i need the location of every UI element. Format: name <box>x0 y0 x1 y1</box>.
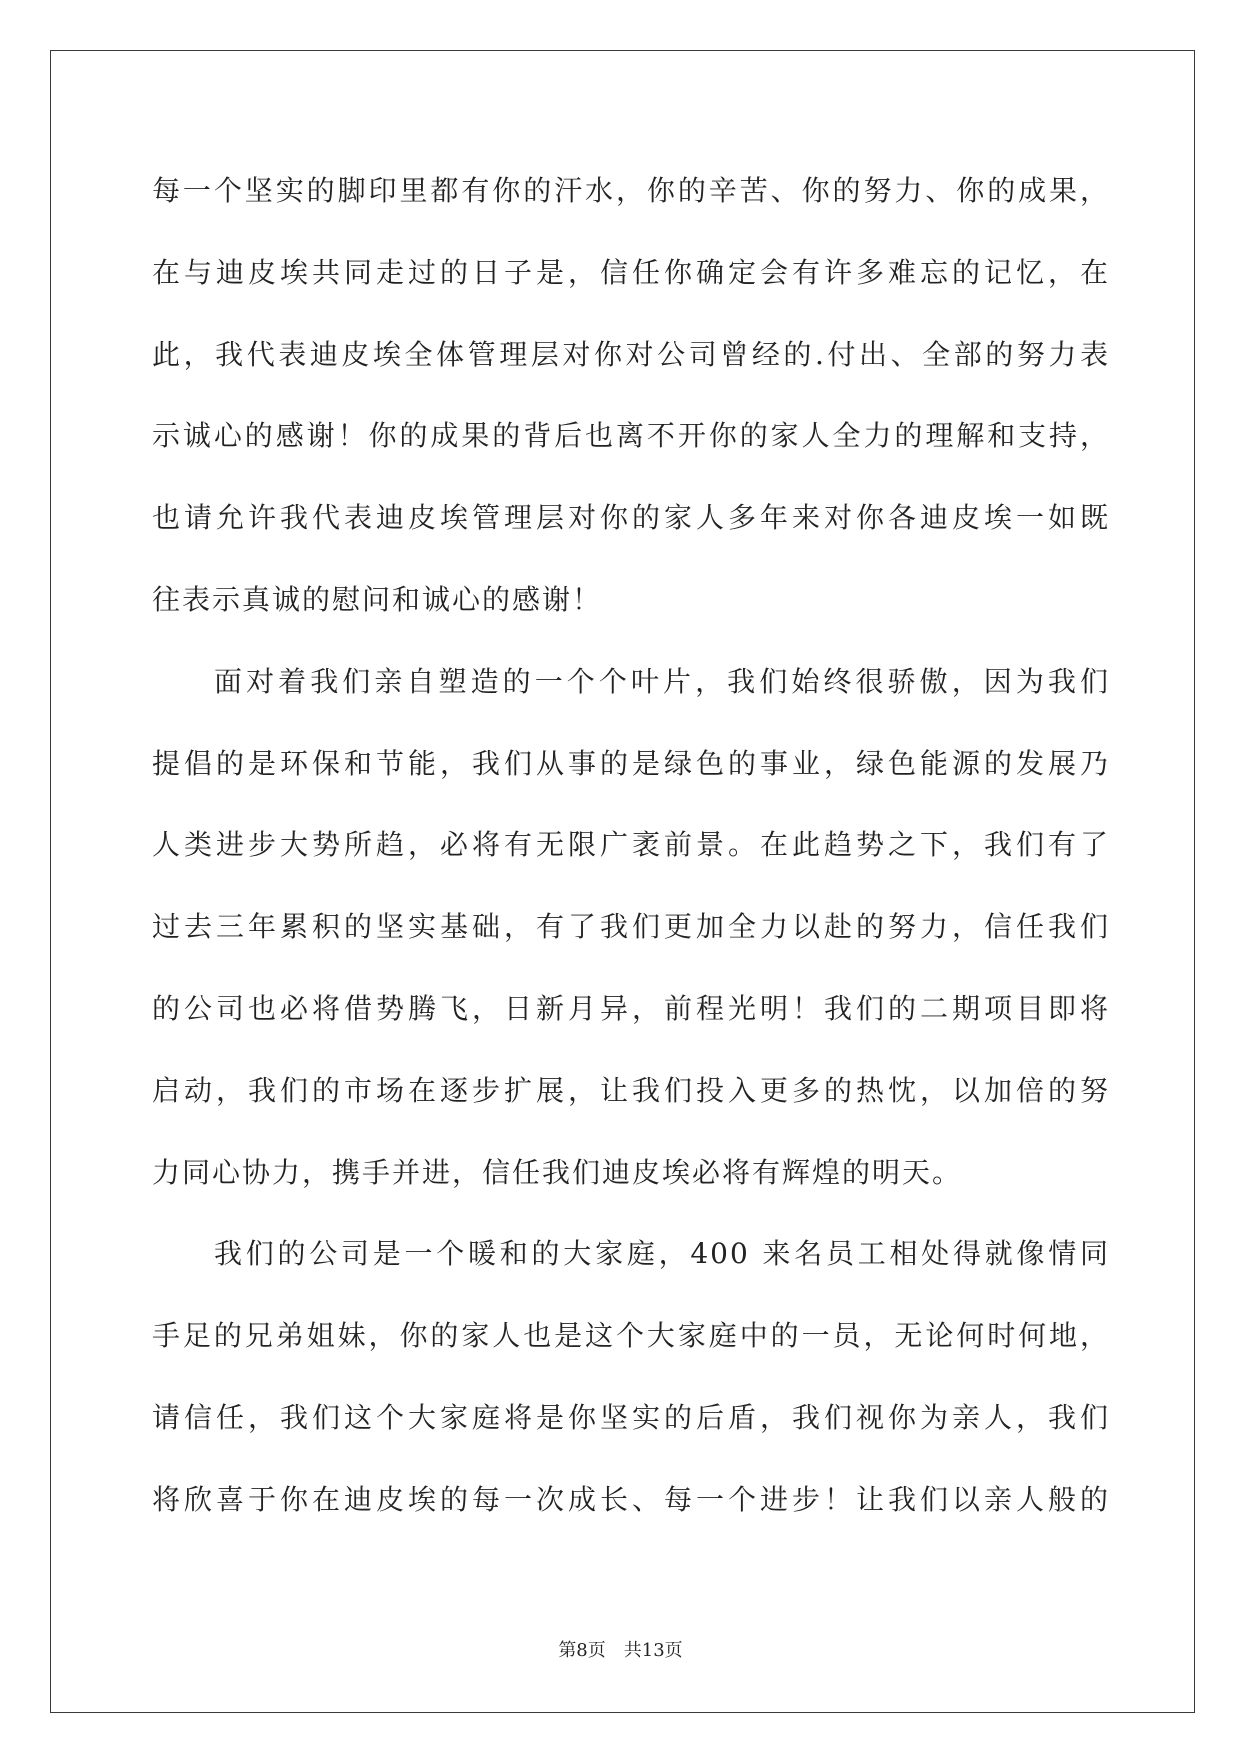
document-body <box>152 150 1110 1541</box>
text-line: 往表示真诚的慰问和诚心的感谢！ <box>152 582 603 616</box>
text-line: 提倡的是环保和节能，我们从事的是绿色的事业，绿色能源的发展乃 <box>152 746 1110 780</box>
page-footer <box>0 1636 1241 1662</box>
text-line: 在与迪皮埃共同走过的日子是，信任你确定会有许多难忘的记忆，在 <box>152 255 1110 289</box>
text-line: 力同心协力，携手并进，信任我们迪皮埃必将有辉煌的明天。 <box>152 1155 963 1189</box>
text-line: 手足的兄弟姐妹，你的家人也是这个大家庭中的一员，无论何时何地， <box>152 1319 1110 1353</box>
text-line: 也请允许我代表迪皮埃管理层对你的家人多年来对你各迪皮埃一如既 <box>152 501 1110 535</box>
text-line: 每一个坚实的脚印里都有你的汗水，你的辛苦、你的努力、你的成果， <box>152 174 1110 207</box>
current-page-number: 第8页 <box>558 1640 606 1661</box>
text-line: 将欣喜于你在迪皮埃的每一次成长、每一个进步！让我们以亲人般的 <box>152 1482 1110 1516</box>
text-line: 示诚心的感谢！你的成果的背后也离不开你的家人全力的理解和支持， <box>152 419 1110 453</box>
paragraph-first-line: 我们的公司是一个暖和的大家庭，400 来名员工相处得就像情同 <box>214 1237 1110 1271</box>
text-line: 此，我代表迪皮埃全体管理层对你对公司曾经的.付出、全部的努力表 <box>152 337 1110 371</box>
text-line: 启动，我们的市场在逐步扩展，让我们投入更多的热忱，以加倍的努 <box>152 1073 1110 1107</box>
text-line: 人类进步大势所趋，必将有无限广袤前景。在此趋势之下，我们有了 <box>152 828 1110 862</box>
text-line: 请信任，我们这个大家庭将是你坚实的后盾，我们视你为亲人，我们 <box>152 1400 1110 1434</box>
text-line: 的公司也必将借势腾飞，日新月异，前程光明！我们的二期项目即将 <box>152 991 1110 1025</box>
text-line: 过去三年累积的坚实基础，有了我们更加全力以赴的努力，信任我们 <box>152 910 1110 944</box>
total-page-count: 共13页 <box>623 1640 683 1661</box>
paragraph-first-line: 面对着我们亲自塑造的一个个叶片，我们始终很骄傲，因为我们 <box>214 664 1110 698</box>
